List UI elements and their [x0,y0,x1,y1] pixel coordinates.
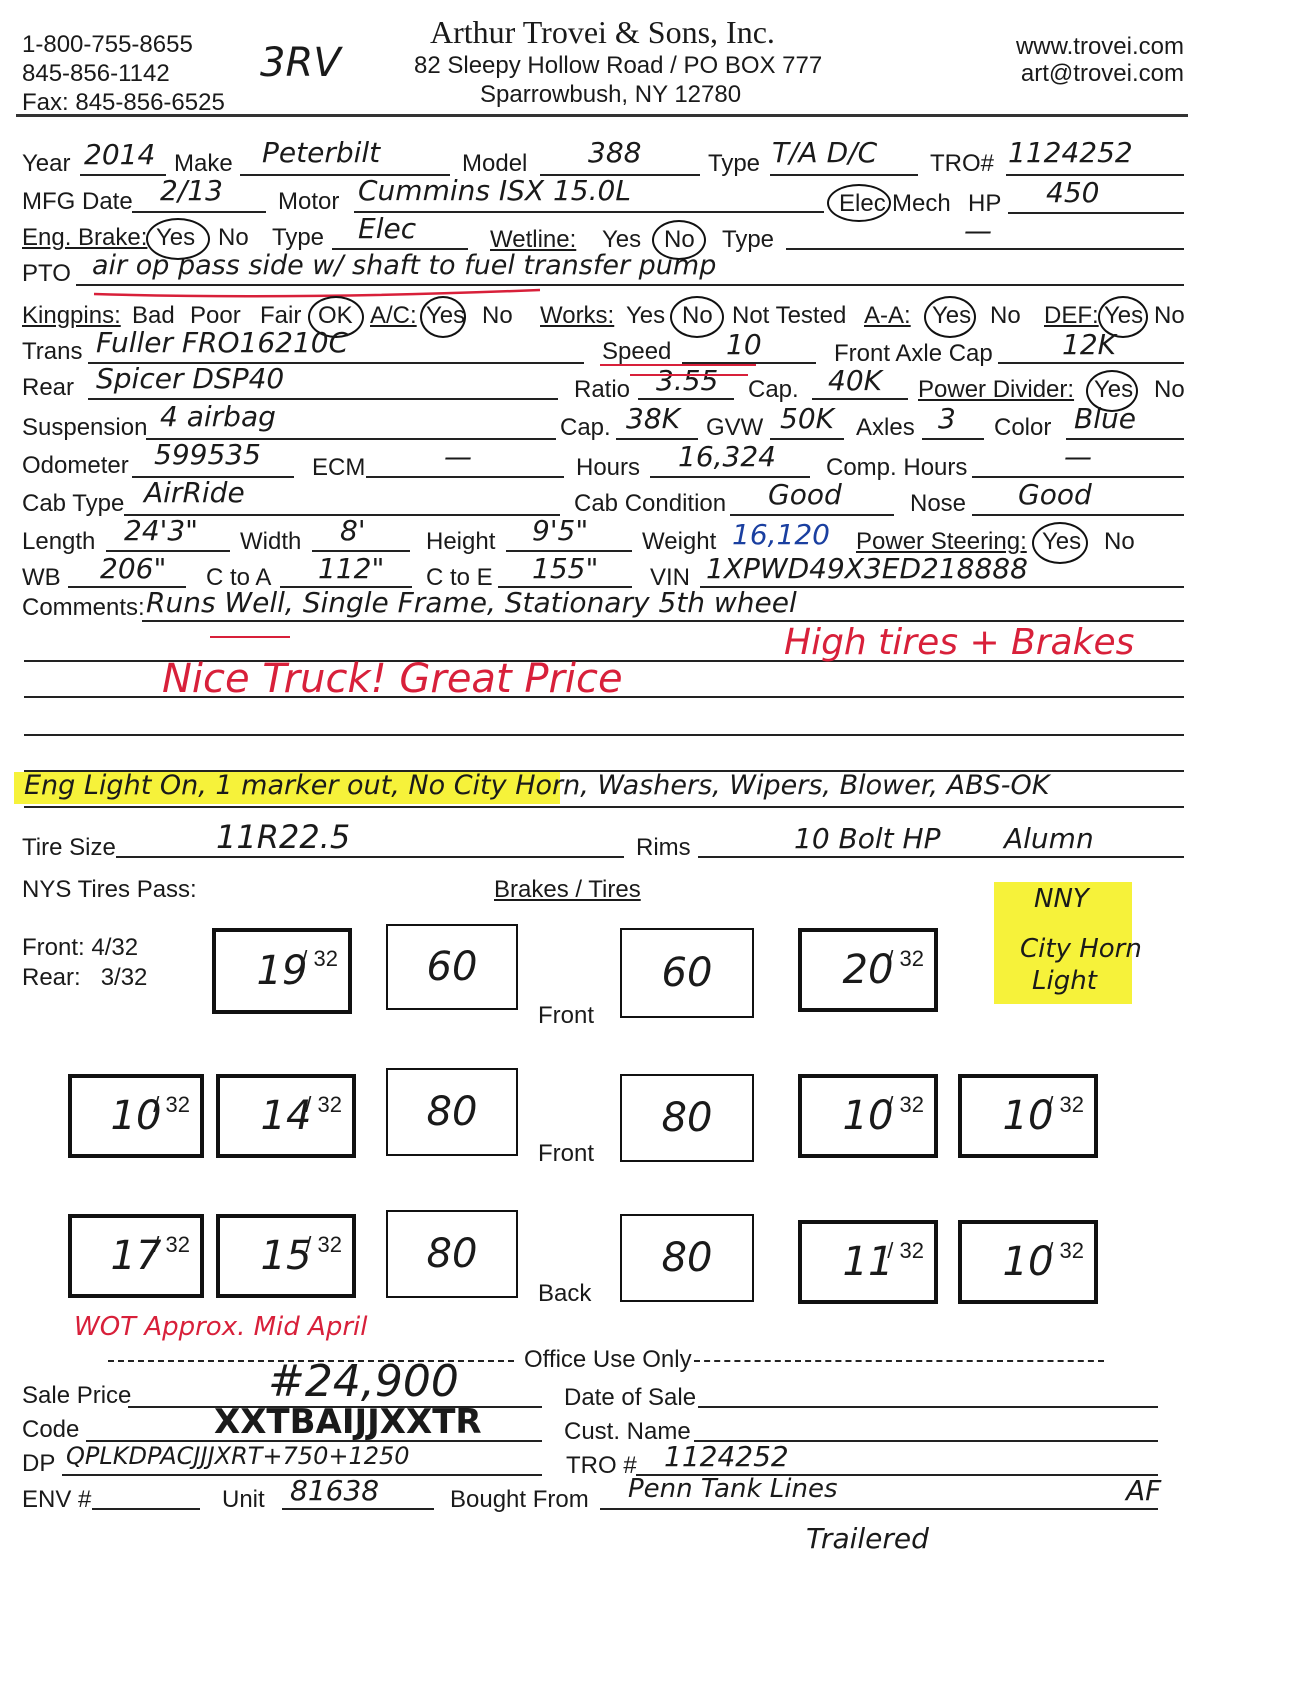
label-ecm: ECM [312,454,366,481]
value-nose[interactable]: Good [1018,478,1092,511]
works-yes[interactable]: Yes [626,302,666,329]
side-note-line1: NNY [1034,884,1089,914]
value-hp[interactable]: 450 [1046,176,1100,209]
brake-value: 80 [661,1095,713,1141]
power-steering-yes[interactable]: Yes [1042,528,1082,555]
value-year[interactable]: 2014 [84,138,156,171]
label-rear-spec: Rear: 3/32 [22,964,148,991]
comments-red-mark [210,636,290,638]
per32-label: / 32 [305,1092,342,1117]
brake-percent-box[interactable] [386,924,518,1010]
per32-label: / 32 [301,946,338,971]
company-address: 82 Sleepy Hollow Road / PO BOX 777 [414,52,823,79]
label-rear: Rear [22,374,75,401]
value-dp[interactable]: QPLKDPACJJJXRT+750+1250 [66,1442,410,1470]
value-code[interactable]: XXTBAIJJXXTR [214,1402,482,1442]
per32-label: / 32 [305,1232,342,1257]
tread-value: 10 [842,1093,894,1139]
brake-value: 80 [661,1235,713,1281]
label-office-use-only: Office Use Only [524,1346,692,1373]
tread-value: 10 [1002,1093,1054,1139]
label-pto: PTO [22,260,71,287]
value-weight[interactable]: 16,120 [732,518,830,551]
brake-percent-box[interactable] [386,1068,518,1156]
label-rear-cap: Cap. [748,376,799,403]
label-hp: HP [968,190,1002,217]
label-wetline: Wetline: [490,226,577,253]
label-mfg-date: MFG Date [22,188,133,215]
label-nys-tires-pass: NYS Tires Pass: [22,876,197,903]
label-dp: DP [22,1450,56,1477]
value-unit[interactable]: 81638 [290,1474,380,1507]
brake-value: 60 [661,950,713,996]
power-divider-no[interactable]: No [1154,376,1185,403]
value-c-to-e[interactable]: 155" [532,552,599,585]
value-comments[interactable]: Runs Well, Single Frame, Stationary 5th wheel [146,586,797,619]
label-rims: Rims [636,834,691,861]
brake-percent-box[interactable] [386,1210,518,1298]
code-note: 3RV [260,40,341,86]
label-comments: Comments: [22,594,145,621]
tire-tread-box[interactable] [798,928,938,1012]
side-note-line2: City Horn [1020,934,1142,964]
tire-tread-box[interactable] [958,1220,1098,1304]
label-def: DEF: [1044,302,1099,329]
label-wb: WB [22,564,61,591]
value-width[interactable]: 8' [340,514,366,547]
label-vin: VIN [650,564,691,591]
value-sale-price[interactable]: #24,900 [268,1356,459,1407]
tire-tread-box[interactable] [68,1214,204,1298]
per32-label: / 32 [153,1092,190,1117]
power-steering-no[interactable]: No [1104,528,1135,555]
brake-percent-box[interactable] [620,1074,754,1162]
label-c-to-a: C to A [206,564,272,591]
value-make[interactable]: Peterbilt [262,136,381,169]
label-ratio: Ratio [574,376,631,403]
tire-tread-box[interactable] [68,1074,204,1158]
tread-value: 15 [260,1233,312,1279]
value-initials: AF [1126,1474,1162,1507]
value-bought-from[interactable]: Penn Tank Lines [628,1474,838,1504]
label-cust-name: Cust. Name [564,1418,691,1445]
tread-value: 11 [842,1239,894,1285]
tire-tread-box[interactable] [798,1074,938,1158]
brake-percent-box[interactable] [620,928,754,1018]
eng-brake-no[interactable]: No [218,224,249,251]
red-note-nice-truck: Nice Truck! Great Price [162,656,623,702]
value-yellow-note[interactable]: Eng Light On, 1 marker out, No City Horn, Washers, Wipers, Blower, ABS-OK [24,770,1050,801]
label-front-row2: Front [538,1140,595,1167]
value-eng-brake-type[interactable]: Elec [358,212,417,245]
label-length: Length [22,528,96,555]
kingpins-fair[interactable]: Fair [260,302,302,329]
kingpins-bad[interactable]: Bad [132,302,175,329]
label-works: Works: [540,302,615,329]
aa-no[interactable]: No [990,302,1021,329]
label-env: ENV # [22,1486,92,1513]
label-height: Height [426,528,496,555]
value-front-axle-cap[interactable]: 12K [1062,328,1116,361]
value-model[interactable]: 388 [588,136,642,169]
label-make: Make [174,150,233,177]
label-gvw: GVW [706,414,764,441]
value-vin[interactable]: 1XPWD49X3ED218888 [706,552,1028,585]
value-axles[interactable]: 3 [938,402,956,435]
value-gvw[interactable]: 50K [780,402,834,435]
company-name: Arthur Trovei & Sons, Inc. [430,14,775,50]
label-nose: Nose [910,490,967,517]
label-c-to-e: C to E [426,564,493,591]
tread-value: 10 [110,1093,162,1139]
kingpins-poor[interactable]: Poor [190,302,241,329]
aa-yes[interactable]: Yes [932,302,972,329]
works-no[interactable]: No [682,302,713,329]
phone-1: 1-800-755-8655 [22,31,193,58]
value-cab-condition[interactable]: Good [768,478,842,511]
label-power-steering: Power Steering: [856,528,1027,555]
eng-brake-yes[interactable]: Yes [156,224,196,251]
label-date-of-sale: Date of Sale [564,1384,697,1411]
label-brakes-tires: Brakes / Tires [494,876,641,903]
value-mfg-date[interactable]: 2/13 [160,174,223,207]
aa-yes-circle [924,296,976,338]
power-divider-yes[interactable]: Yes [1094,376,1134,403]
value-pto[interactable]: air op pass side w/ shaft to fuel transfer pump [92,250,717,281]
label-hours: Hours [576,454,641,481]
label-front-spec: Front: 4/32 [22,934,139,961]
tread-value: 19 [256,948,308,994]
wetline-no[interactable]: No [664,226,695,253]
power-steering-yes-circle [1032,522,1088,564]
value-rims[interactable]: 10 Bolt HP [794,822,941,855]
per32-label: / 32 [887,946,924,971]
header-rule [16,114,1188,117]
label-model: Model [462,150,528,177]
value-wetline-type[interactable]: — [964,214,992,247]
label-motor: Motor [278,188,340,215]
label-width: Width [240,528,302,555]
label-year: Year [22,150,71,177]
tread-value: 20 [842,947,894,993]
value-hours[interactable]: 16,324 [678,440,776,473]
tread-value: 10 [1002,1239,1054,1285]
label-cab-type: Cab Type [22,490,125,517]
tire-tread-box[interactable] [958,1074,1098,1158]
ac-yes-circle [420,296,466,338]
value-trailered: Trailered [806,1522,929,1555]
value-susp-cap[interactable]: 38K [626,402,680,435]
value-height[interactable]: 9'5" [532,514,589,547]
per32-label: / 32 [887,1092,924,1117]
label-color: Color [994,414,1052,441]
brake-percent-box[interactable] [620,1214,754,1302]
red-note-wot: WOT Approx. Mid April [74,1312,368,1342]
label-eng-brake: Eng. Brake: [22,224,148,251]
value-odometer[interactable]: 599535 [154,438,261,471]
label-bought-from: Bought From [450,1486,589,1513]
label-code: Code [22,1416,80,1443]
value-comp-hours[interactable]: — [1064,440,1092,473]
elec-circle [827,184,891,222]
label-aa: A-A: [864,302,911,329]
value-rear-cap[interactable]: 40K [828,364,882,397]
label-speed: Speed [602,338,672,365]
company-website: www.trovei.com [1015,33,1184,60]
per32-label: / 32 [153,1232,190,1257]
tread-value: 14 [260,1093,312,1139]
value-cab-type[interactable]: AirRide [144,476,245,509]
value-length[interactable]: 24'3" [124,514,199,547]
company-email: art@trovei.com [1020,60,1184,87]
tread-value: 17 [110,1233,162,1279]
label-eng-brake-type: Type [272,224,325,251]
brake-value: 80 [426,1231,478,1277]
label-tro2: TRO # [566,1452,637,1479]
tire-tread-box[interactable] [798,1220,938,1304]
label-power-divider: Power Divider: [918,376,1075,403]
value-trans[interactable]: Fuller FRO16210C [96,326,349,359]
label-elec: Elec [839,190,886,217]
value-motor[interactable]: Cummins ISX 15.0L [358,174,631,207]
label-front-axle-cap: Front Axle Cap [834,340,993,367]
label-mech: Mech [892,190,951,217]
wetline-yes[interactable]: Yes [602,226,642,253]
value-speed[interactable]: 10 [726,328,762,361]
label-odometer: Odometer [22,452,129,479]
label-tro: TRO# [930,150,995,177]
side-note-line3: Light [1032,966,1097,996]
value-color[interactable]: Blue [1074,402,1136,435]
value-rear[interactable]: Spicer DSP40 [96,362,285,395]
per32-label: / 32 [1047,1238,1084,1263]
label-sale-price: Sale Price [22,1382,132,1409]
label-axles: Axles [856,414,915,441]
phone-2: 845-856-1142 [22,60,170,87]
def-no[interactable]: No [1154,302,1185,329]
office-dash-right [694,1360,1104,1362]
value-tro2[interactable]: 1124252 [664,1440,789,1473]
value-rims-material[interactable]: Alumn [1004,822,1094,855]
label-unit: Unit [222,1486,265,1513]
label-kingpins: Kingpins: [22,302,121,329]
ratio-red-underline [630,374,748,376]
label-trans: Trans [22,338,83,365]
label-tire-size: Tire Size [22,834,116,861]
value-type[interactable]: T/A D/C [772,136,878,169]
brake-value: 80 [426,1089,478,1135]
label-type: Type [708,150,761,177]
value-tire-size[interactable]: 11R22.5 [216,818,351,856]
value-tro[interactable]: 1124252 [1008,136,1133,169]
ac-yes[interactable]: Yes [426,302,466,329]
brake-value: 60 [426,944,478,990]
works-not-tested[interactable]: Not Tested [732,302,847,329]
value-wb[interactable]: 206" [100,552,167,585]
label-ac: A/C: [370,302,417,329]
label-comp-hours: Comp. Hours [826,454,968,481]
company-city: Sparrowbush, NY 12780 [480,81,742,108]
label-back: Back [538,1280,592,1307]
label-suspension: Suspension [22,414,148,441]
tire-tread-box[interactable] [216,1074,356,1158]
label-wetline-type: Type [722,226,775,253]
label-front-row1: Front [538,1002,595,1029]
pto-red-underline [90,286,550,300]
red-note-high-tires: High tires + Brakes [784,622,1135,663]
value-ratio[interactable]: 3.55 [656,364,719,397]
value-suspension[interactable]: 4 airbag [160,400,276,433]
value-c-to-a[interactable]: 112" [318,552,385,585]
tire-tread-box[interactable] [216,1214,356,1298]
label-weight: Weight [642,528,717,555]
per32-label: / 32 [887,1238,924,1263]
fax: Fax: 845-856-6525 [22,89,225,116]
works-no-circle [670,296,724,338]
def-yes[interactable]: Yes [1104,302,1144,329]
value-ecm[interactable]: — [444,440,472,473]
label-susp-cap: Cap. [560,414,611,441]
tire-tread-box[interactable] [212,928,352,1014]
per32-label: / 32 [1047,1092,1084,1117]
kingpins-ok[interactable]: OK [318,302,353,329]
label-cab-condition: Cab Condition [574,490,727,517]
ac-no[interactable]: No [482,302,513,329]
